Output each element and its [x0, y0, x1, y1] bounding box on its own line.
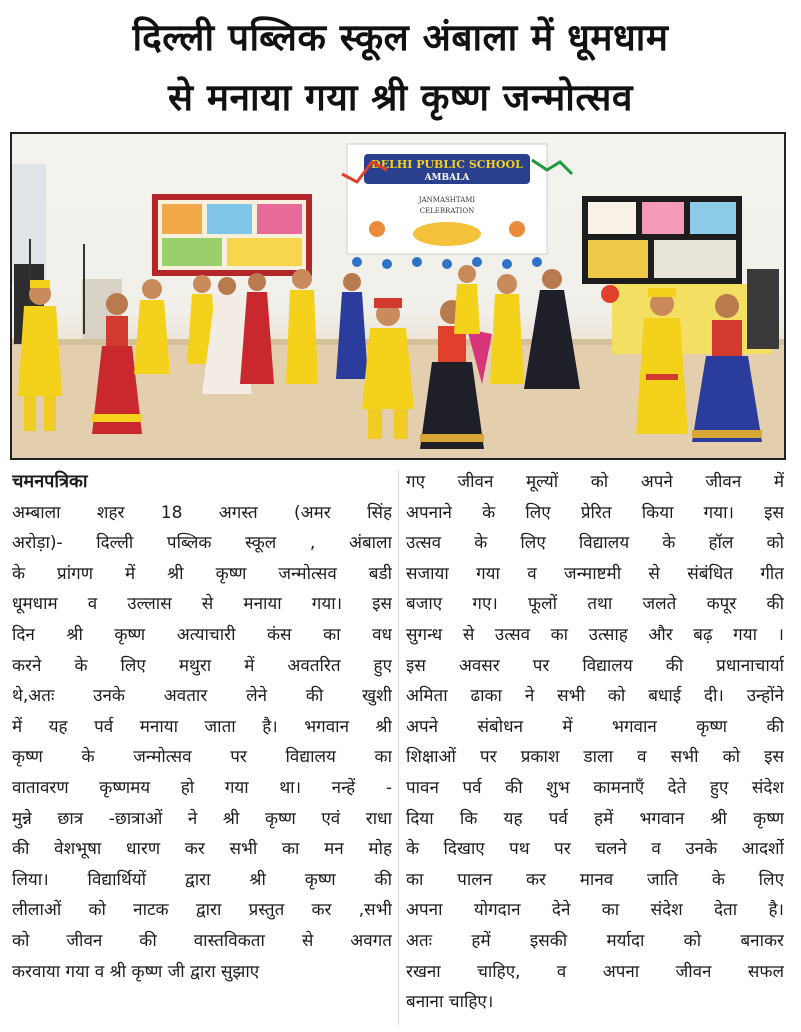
article-line: अरोड़ा)- दिल्ली पब्लिक स्कूल , अंबाला — [12, 533, 392, 554]
article-line: अमिता ढाका ने सभी को बधाई दी। उन्होंने — [406, 686, 784, 707]
article-line: के दिखाए पथ पर चलने व उनके आदर्शो — [406, 839, 784, 860]
article-line: बजाए गए। फूलों तथा जलते कपूर की — [406, 594, 784, 615]
board-line-1: JANMASHTAMI — [418, 196, 476, 204]
article-line: अपनाने के लिए प्रेरित किया गया। इस — [406, 502, 784, 523]
banner-line-1: DELHI PUBLIC SCHOOL — [371, 158, 523, 171]
pot-garland — [352, 257, 542, 269]
article-line: में यह पर्व मनाया जाता है। भगवान श्री — [12, 716, 392, 737]
article-line: दिन श्री कृष्ण अत्याचारी कंस का वध — [12, 624, 392, 645]
article-line: इस अवसर पर विद्यालय की प्रधानाचार्या — [406, 655, 784, 676]
source-byline: चमनपत्रिका — [12, 471, 88, 492]
article-line: कृष्ण के जन्मोत्सव पर विद्यालय का — [12, 747, 392, 768]
article-line: दिया कि यह पर्व हमें भगवान श्री कृष्ण — [406, 808, 784, 829]
banner-line-2: AMBALA — [424, 173, 470, 183]
article-line: अपने संबोधन में भगवान कृष्ण की — [406, 716, 784, 737]
article-line: करवाया गया व श्री कृष्ण जी द्वारा सुझाए — [12, 961, 260, 982]
article-line: उत्सव के लिए विद्यालय के हॉल को — [406, 533, 784, 554]
column-divider — [398, 470, 399, 1025]
article-line: सुगन्ध से उत्सव का उत्साह और बढ़ गया । — [406, 624, 784, 645]
event-photo — [10, 132, 786, 460]
article-line: का पालन कर मानव जाति के लिए — [406, 869, 784, 890]
article-line: अम्बाला शहर 18 अगस्त (अमर सिंह — [12, 502, 392, 523]
headline-line-2: से मनाया गया श्री कृष्ण जन्मोत्सव — [167, 76, 634, 119]
headline-line-1: दिल्ली पब्लिक स्कूल अंबाला में धूमधाम — [132, 16, 669, 59]
article-line: लिया। विद्यार्थियों द्वारा श्री कृष्ण की — [12, 869, 392, 890]
article-line: के प्रांगण में श्री कृष्ण जन्मोत्सव बडी — [12, 563, 392, 584]
headline — [0, 8, 801, 128]
article-column-left — [12, 467, 392, 987]
article-line: रखना चाहिए, व अपना जीवन सफल — [406, 961, 784, 982]
article-line: धूमधाम व उल्लास से मनाया गया। इस — [12, 594, 392, 615]
article-line: शिक्षाओं पर प्रकाश डाला व सभी को इस — [406, 747, 784, 768]
article-line: थे,अतः उनके अवतार लेने की खुशी — [12, 686, 392, 707]
article-line: को जीवन की वास्तविकता से अवगत — [12, 930, 392, 951]
article-line: अतः हमें इसकी मर्यादा को बनाकर — [406, 930, 784, 951]
article-line: बनाना चाहिए। — [406, 992, 494, 1013]
article-line: वातावरण कृष्णमय हो गया था। नन्हें - — [12, 777, 392, 798]
article-column-right — [406, 467, 784, 1018]
article-line: करने के लिए मथुरा में अवतरित हुए — [12, 655, 392, 676]
article-line: की वेशभूषा धारण कर सभी का मन मोह — [12, 839, 392, 860]
article-line: सजाया गया व जन्माष्टमी से संबंधित गीत — [406, 563, 784, 584]
article-line: अपना योगदान देने का संदेश देता है। — [406, 900, 784, 921]
article-line: मुन्ने छात्र -छात्राओं ने श्री कृष्ण एवं राधा — [12, 808, 392, 829]
board-line-2: CELEBRATION — [419, 207, 475, 215]
article-line: पावन पर्व की शुभ कामनाएँ देते हुए संदेश — [406, 777, 784, 798]
article-line: गए जीवन मूल्यों को अपने जीवन में — [406, 472, 784, 492]
photo-illustration — [12, 134, 784, 458]
article-line: लीलाओं को नाटक द्वारा प्रस्तुत कर ,सभी — [12, 900, 392, 921]
